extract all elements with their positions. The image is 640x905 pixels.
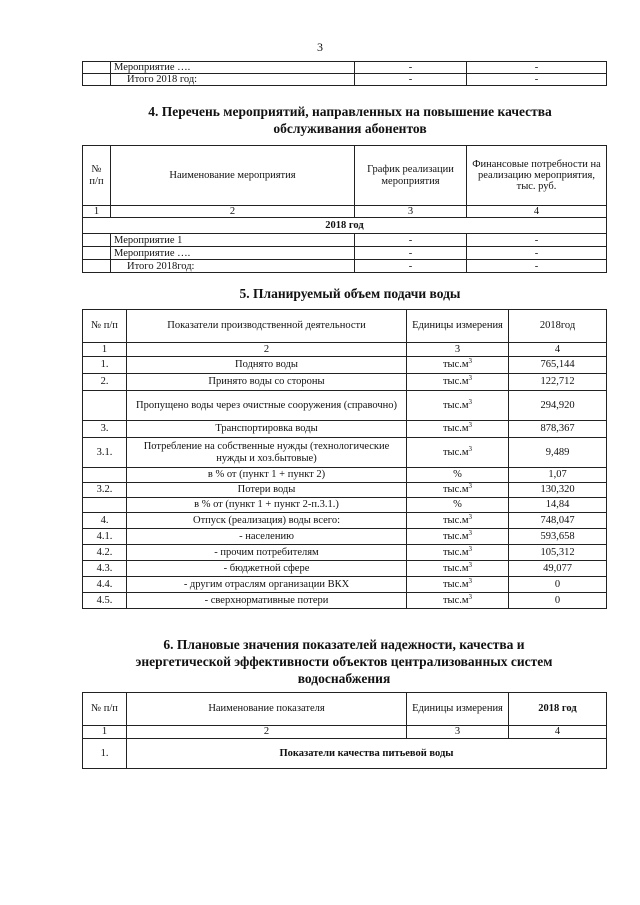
- column-numbers-row: 1 2 3 4: [83, 206, 607, 218]
- table-row: 4.4. - другим отраслям организации ВКХ $тыс.м^3$ 0: [83, 577, 607, 593]
- col-header-num: № п/п: [83, 146, 111, 206]
- table-row: Итого 2018 год: - -: [83, 74, 607, 86]
- section6-title: 6. Плановые значения показателей надежности, качества и энергетической эффективности объектов централизованных систем водоснабжения: [135, 637, 553, 686]
- table-row: 3. Транспортировка воды $тыс.м^3$ 878,367: [83, 421, 607, 438]
- table-row: 2. Принято воды со стороны $тыс.м^3$ 122,712: [83, 374, 607, 391]
- year-row: 2018 год: [83, 218, 607, 234]
- col-header-num: № п/п: [83, 693, 127, 726]
- events-table: [82, 145, 607, 273]
- table-header-row: [83, 693, 607, 726]
- table-row: 3.1. Потребление на собственные нужды (технологические нужды и хоз.бытовые) $тыс.м^3$ 9,489: [83, 438, 607, 468]
- table-header-row: [83, 146, 607, 206]
- reliability-table: [82, 692, 607, 769]
- table-row: 4. Отпуск (реализация) воды всего: $тыс.м^3$ 748,047: [83, 513, 607, 529]
- col-header-year: 2018год: [509, 310, 607, 343]
- table-row: 4.3. - бюджетной сфере $тыс.м^3$ 49,077: [83, 561, 607, 577]
- top-table: [82, 61, 607, 86]
- table-row: 4.2. - прочим потребителям $тыс.м^3$ 105,312: [83, 545, 607, 561]
- column-numbers-row: 1 2 3 4: [83, 726, 607, 739]
- section4-title: 4. Перечень мероприятий, направленных на повышение качества обслуживания абонентов: [148, 104, 552, 136]
- col-header-name: Наименование мероприятия: [111, 146, 355, 206]
- table-row: 4.5. - сверхнормативные потери $тыс.м^3$ 0: [83, 593, 607, 609]
- section5-title: 5. Планируемый объем подачи воды: [239, 286, 461, 301]
- col-header-unit: Единицы измерения: [407, 310, 509, 343]
- col-header-indicator: Показатели производственной деятельности: [127, 310, 407, 343]
- table-row: 1. Поднято воды $тыс.м^3$ 765,144: [83, 357, 607, 374]
- water-supply-table: [82, 309, 607, 609]
- table-row: в % от (пункт 1 + пункт 2) % 1,07: [83, 468, 607, 483]
- table-row: Мероприятие 1 - -: [83, 234, 607, 247]
- event-name: Мероприятие ….: [111, 62, 355, 74]
- table-row: Итого 2018год: - -: [83, 260, 607, 273]
- col-header-finance: Финансовые потребности на реализацию мероприятия, тыс. руб.: [467, 146, 607, 206]
- table-header-row: [83, 310, 607, 343]
- table-row: 1. Показатели качества питьевой воды: [83, 739, 607, 769]
- table-row: в % от (пункт 1 + пункт 2-п.3.1.) % 14,84: [83, 498, 607, 513]
- col-header-unit: Единицы измерения: [407, 693, 509, 726]
- total-label: Итого 2018 год:: [111, 74, 355, 86]
- column-numbers-row: 1 2 3 4: [83, 343, 607, 357]
- col-header-name: Наименование показателя: [127, 693, 407, 726]
- page-number: 3: [317, 40, 323, 54]
- table-row: 3.2. Потери воды $тыс.м^3$ 130,320: [83, 483, 607, 498]
- col-header-num: № п/п: [83, 310, 127, 343]
- col-header-schedule: График реализации мероприятия: [355, 146, 467, 206]
- table-row: 4.1. - населению $тыс.м^3$ 593,658: [83, 529, 607, 545]
- table-row: Пропущено воды через очистные сооружения (справочно) $тыс.м^3$ 294,920: [83, 391, 607, 421]
- col-header-year: 2018 год: [509, 693, 607, 726]
- table-row: Мероприятие …. - -: [83, 247, 607, 260]
- table-row: Мероприятие …. - -: [83, 62, 607, 74]
